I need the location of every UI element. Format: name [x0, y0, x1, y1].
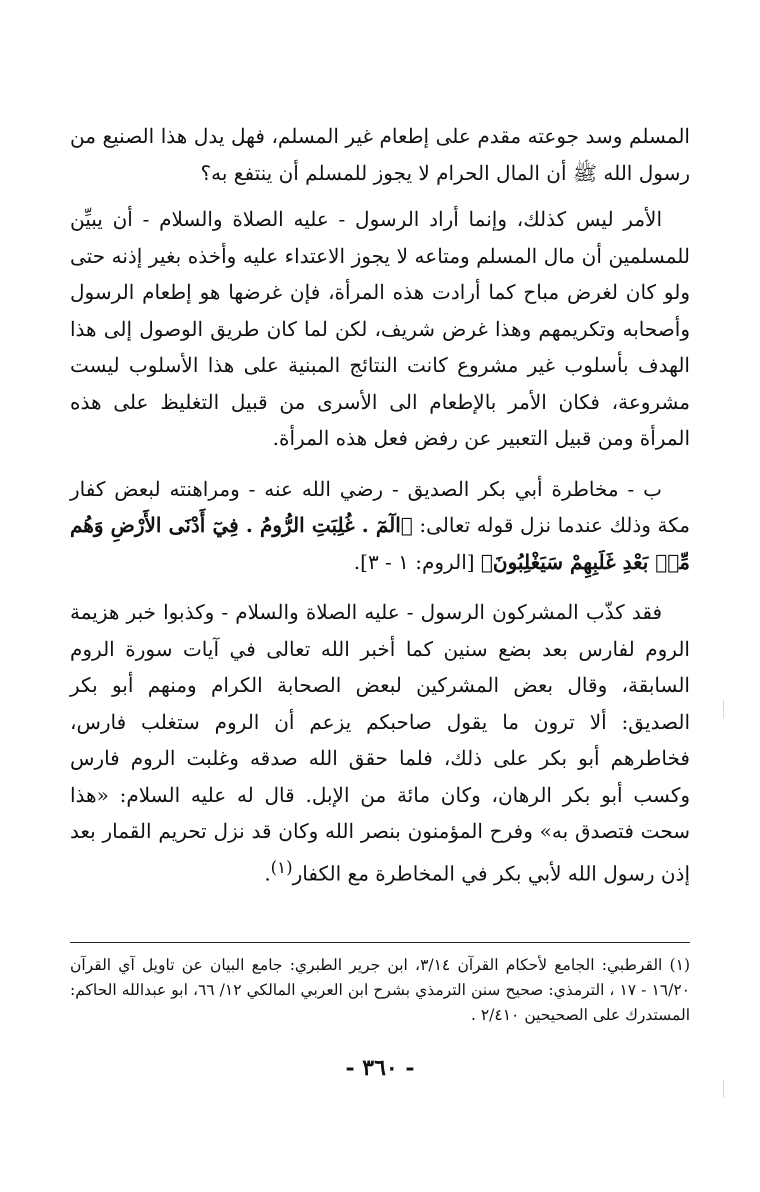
- edge-mark: [723, 1080, 724, 1098]
- main-text: [70, 118, 690, 892]
- footnote-1: (١) القرطبي: الجامع لأحكام القرآن ٣/١٤، ابن جرير الطبري: جامع البيان عن تاويل آي القرآن ١٦/٢٠ - ١٧ ، الترمذي: صحيح سنن الترمذي بشرح ابن العربي المالكي ١٢/ ٦٦، ابو عبدالله الحاكم: المستدرك على الصحيحين ٢/٤١٠ .: [70, 956, 690, 1024]
- footnote-divider: [70, 942, 690, 943]
- verse-reference: [الروم: ١ - ٣].: [353, 549, 481, 574]
- paragraph-1: المسلم وسد جوعته مقدم على إطعام غير المسلم، فهل يدل هذا الصنيع من رسول الله ﷺ أن المال الحرام لا يجوز للمسلم أن ينتفع به؟: [70, 124, 690, 185]
- quran-verse: ﴿الٓمٓ . غُلِبَتِ الرُّومُ . فِيٓ أَدْنَى الأَرْضِ وَهُم مِّنۢ بَعْدِ غَلَبِهِمْ سَيَغْلِبُونَ﴾: [70, 513, 690, 574]
- paragraph-3-text: ب - مخاطرة أبي بكر الصديق - رضي الله عنه - ومراهنته لبعض كفار مكة وذلك عندما نزل قوله تعالى:: [70, 476, 690, 537]
- paragraph-2: الأمر ليس كذلك، وإنما أراد الرسول - عليه الصلاة والسلام - أن يبيِّن للمسلمين أن مال المسلم ومتاعه لا يجوز الاعتداء عليه وأخذه بغير إذنه حتى ولو كان لغرض مباح كما أرادت هذه المرأة، فإن غرضها هو إطعام الرسول وأصحابه وتكريمهم وهذا غرض شريف، لكن لما كان طريق الوصول إلى هذا الهدف بأسلوب غير مشروع كانت النتائج المبنية على هذا الأسلوب ليست مشروعة، فكان الأمر بالإطعام الى الأسرى من قبيل التغليظ على هذه المرأة ومن قبيل التعبير عن رفض فعل هذه المرأة.: [70, 207, 690, 450]
- edge-mark: [723, 700, 724, 718]
- paragraph-4-text: فقد كذّب المشركون الرسول - عليه الصلاة والسلام - وكذبوا خبر هزيمة الروم لفارس بعد بضع سنين كما أخبر الله تعالى في آيات سورة الروم السابقة، وقال بعض المشركين لبعض الصحابة الكرام ومنهم أبو بكر الصديق: ألا ترون ما يقول صاحبكم يزعم أن الروم ستغلب فارس، فخاطرهم أبو بكر على ذلك، فلما حقق الله صدقه وغلبت الروم فارس وكسب أبو بكر الرهان، وكان مائة من الإبل. قال له عليه السلام: «هذا سحت فتصدق به» وفرح المؤمنون بنصر الله وكان قد نزل تحريم القمار بعد إذن رسول الله لأبي بكر في المخاطرة مع الكفار: [70, 600, 690, 886]
- paragraph-4: [70, 594, 690, 892]
- paragraph-3: [70, 471, 690, 581]
- footnote-marker: (١): [270, 857, 293, 877]
- footnotes: [70, 953, 690, 1028]
- page-number: - ٣٦٠ -: [345, 1055, 415, 1081]
- paragraph-4-end: .: [264, 861, 271, 886]
